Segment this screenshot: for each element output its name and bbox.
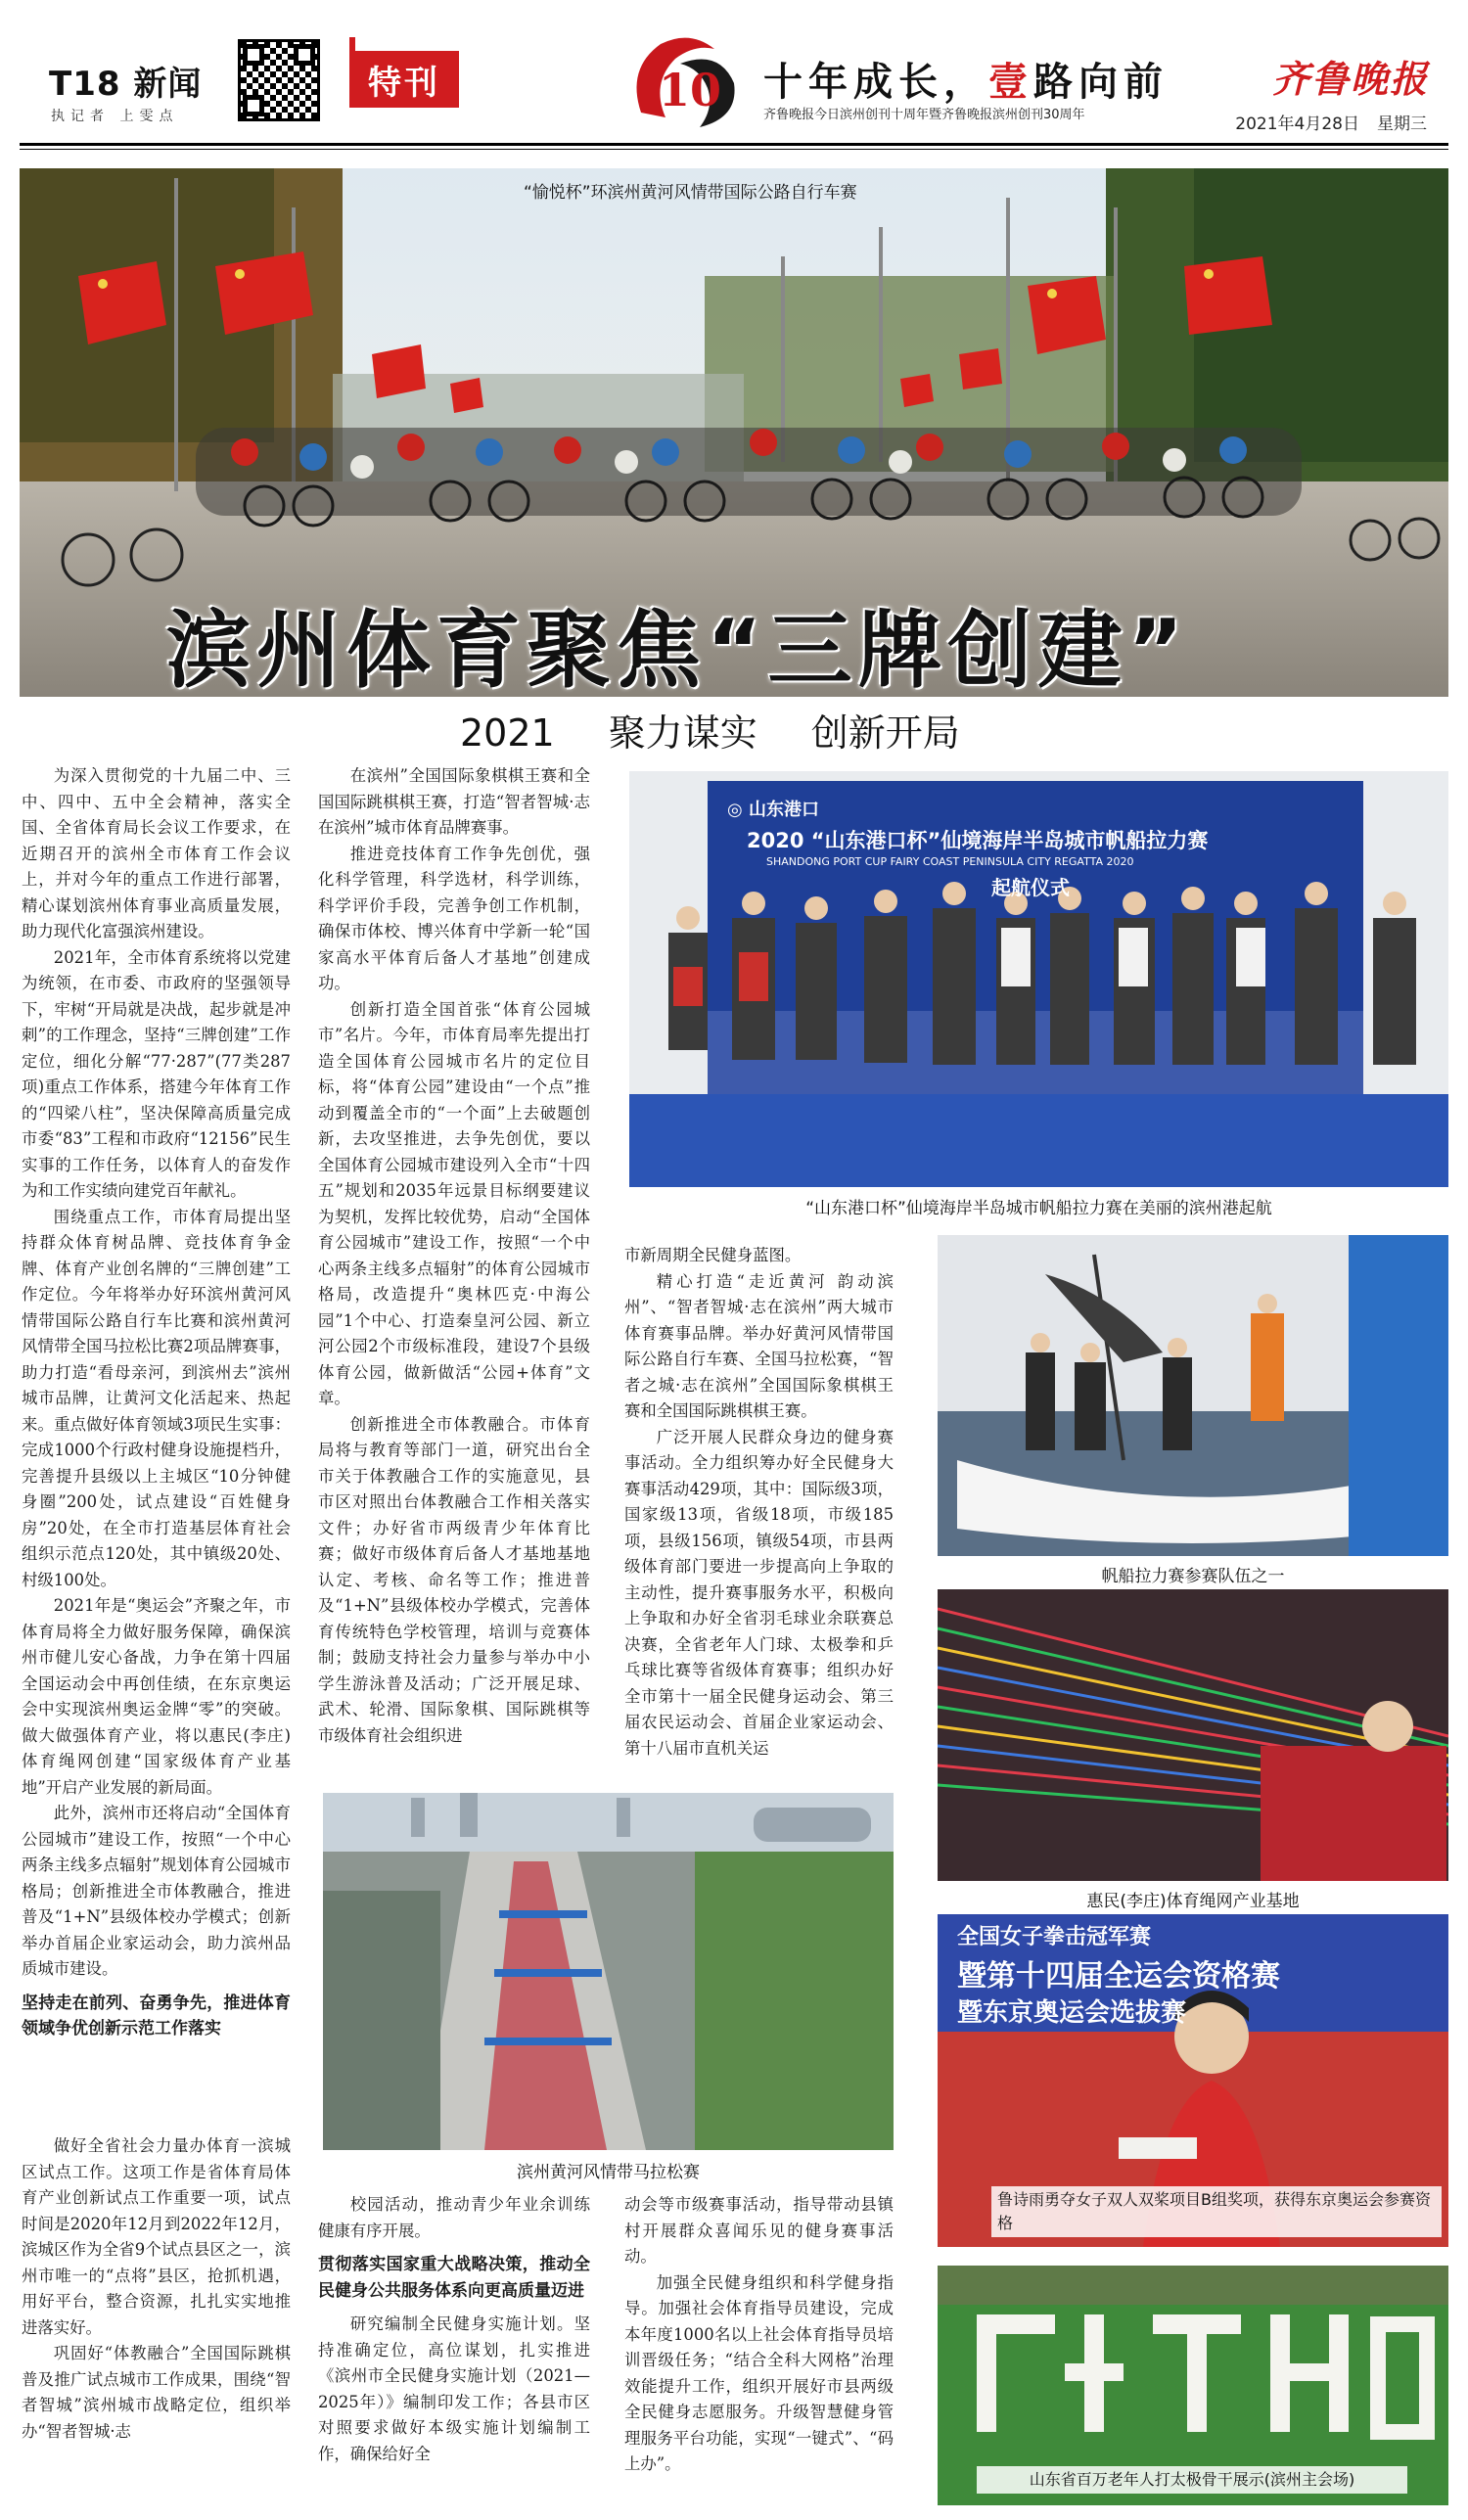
anniversary-logo-icon <box>621 29 749 137</box>
photo-caption-taichi: 山东省百万老年人打太极骨干展示(滨州主会场) <box>977 2466 1407 2494</box>
paragraph: 校园活动，推动青少年业余训练健康有序开展。 <box>318 2195 590 2240</box>
slogan-subtitle: 齐鲁晚报今日滨州创刊十周年暨齐鲁晚报滨州创刊30周年 <box>763 108 1085 122</box>
article-column-1 <box>22 763 291 2080</box>
paragraph: 研究编制全民健身实施计划。坚持准确定位，高位谋划，扎实推进《滨州市全民健身实施计划（2021—2025年）》编制印发工作；各县市区对照要求做好本级实施计划编制工作，确保给好全 <box>318 2314 590 2463</box>
photo-caption-net-industry: 惠民(李庄)体育绳网产业基地 <box>1086 1892 1300 1911</box>
photo-taichi <box>938 2266 1448 2505</box>
header-rule <box>20 143 1448 146</box>
date-text: 2021年4月28日 <box>1235 115 1359 134</box>
net-industry-illustration <box>938 1589 1448 1881</box>
svg-text:◎ 山东港口: ◎ 山东港口 <box>727 800 819 820</box>
paragraph: 推进竞技体育工作争先创优，强化科学管理，科学选材，科学训练，科学评价手段，完善争创工作机制，确保市体校、博兴体育中学新一轮“国家高水平体育后备人才基地”创建成功。 <box>318 844 590 992</box>
newspaper-brand: 齐鲁晚报 <box>1271 57 1429 101</box>
section-tag: 特刊 <box>349 51 459 108</box>
article-column-1-bottom <box>22 2133 291 2510</box>
page-title: 滨州体育聚焦“三牌创建” <box>166 602 1190 700</box>
photo-caption-marathon: 滨州黄河风情带马拉松赛 <box>517 2163 700 2182</box>
issue-date <box>1235 110 1427 134</box>
weekday-text: 星期三 <box>1377 115 1427 134</box>
regatta-banner-title: 2020 “山东港口杯”仙境海岸半岛城市帆船拉力赛 <box>747 829 1209 852</box>
paragraph: 在滨州”全国国际象棋棋王赛和全国国际跳棋棋王赛，打造“智者智城·志在滨州”城市体育品牌赛事。 <box>318 766 590 837</box>
svg-text:10: 10 <box>659 64 722 116</box>
article-column-3-bottom <box>624 2192 894 2510</box>
slogan-part-b: 路向前 <box>1033 59 1169 105</box>
anniversary-slogan <box>763 51 1169 107</box>
athlete-banner-a: 全国女子拳击冠军赛 <box>957 1925 1152 1949</box>
photo-marathon <box>323 1793 894 2150</box>
paragraph: 此外，滨州市还将启动“全国体育公园城市”建设工作，按照“一个中心两条主线多点辐射”规划体育公园城市格局；创新推进全市体教融合，推进普及“1+N”县级体校办学模式；创新举办首届企业家运动会，助力滨州品质城市建设。 <box>22 1804 291 1978</box>
paragraph: 围绕重点工作，市体育局提出坚持群众体育树品牌、竞技体育争金牌、体育产业创名牌的“三牌创建”工作定位。今年将举办好环滨州黄河风情带国际公路自行车比赛和滨州黄河风情带全国马拉松比赛2项品牌赛事，助力打造“看母亲河，到滨州去”滨州城市品牌，让黄河文化活起来、热起来。重点做好体育领域3项民生实事：完成1000个行政村健身设施提档升，完善提升县级以上主城区“10分钟健身圈”200处，试点建设“百姓健身房”20处，在全市打造基层体育社会组织示范点120处，其中镇级20处、村级100处。 <box>22 1207 291 1589</box>
photo-caption-athlete: 鲁诗雨勇夺女子双人双桨项目B组奖项，获得东京奥运会参赛资格 <box>991 2186 1442 2237</box>
paragraph: 加强全民健身组织和科学健身指导。加强社会体育指导员建设，完成本年度1000名以上社会体育指导员培训晋级任务；“结合全科大网格”治理效能提升工作，组织开展好市县两级全民健身志愿服务。升级智慧健身管理服务平台功能，实现“一键式”、“码上办”。 <box>624 2272 894 2473</box>
photo-caption-regatta: “山东港口杯”仙境海岸半岛城市帆船拉力赛在美丽的滨州港起航 <box>805 1199 1272 1218</box>
editor-line: 执记者 上雯点 <box>51 109 179 124</box>
photo-sailing-team <box>938 1235 1448 1556</box>
paragraph: 2021年，全市体育系统将以党建为统领，在市委、市政府的坚强领导下，牢树“开局就是决战，起步就是冲刺”的工作理念，坚持“三牌创建”工作定位，细化分解“77·287”(77类287项)重点工作体系，搭建今年体育工作的“四梁八柱”，坚决保障高质量完成市委“83”工程和市政府“12156”民生实事的工作任务，以体育人的奋发作为和工作实绩向建党百年献礼。 <box>22 947 291 1200</box>
article-column-2-bottom <box>318 2192 590 2510</box>
paragraph: 创新打造全国首张“体育公园城市”名片。今年，市体育局率先提出打造全国体育公园城市名片的定位目标，将“体育公园”建设由“一个点”推动到覆盖全市的“一个面”上去破题创新，去攻坚推进，去争先创优，要以全国体育公园城市建设列入全市“十四五”规划和2035年远景目标纲要建议为契机，发挥比较优势，启动“全国体育公园城市”建设工作，按照“一个中心两条主线多点辐射”的体育公园城市格局，改造提升“奥林匹克·中海公园”1个中心、打造秦皇河公园、新立河公园2个市级标准段，建设7个县级体育公园，做新做活“公园+体育”文章。 <box>318 999 590 1407</box>
qr-code-icon <box>238 39 320 121</box>
section-heading: 坚持走在前列、奋勇争先，推进体育领域争优创新示范工作落实 <box>22 1993 291 2039</box>
hero-caption: “愉悦杯”环滨州黄河风情带国际公路自行车赛 <box>524 183 857 203</box>
athlete-banner-c: 暨东京奥运会选拔赛 <box>957 1998 1187 2028</box>
subtitle-year: 2021 <box>460 711 555 755</box>
paragraph: 为深入贯彻党的十九届二中、三中、四中、五中全会精神，落实全国、全省体育局长会议工作要求，在近期召开的滨州全市体育工作会议上，并对今年的重点工作进行部署，精心谋划滨州体育事业高质量发展，助力现代化富强滨州建设。 <box>22 766 291 940</box>
header-rule-thin <box>20 149 1448 150</box>
slogan-red-char: 壹 <box>988 59 1033 105</box>
article-column-2 <box>318 763 590 1781</box>
marathon-illustration <box>323 1793 894 2150</box>
photo-caption-sailing-team: 帆船拉力赛参赛队伍之一 <box>1101 1567 1285 1586</box>
paragraph: 2021年是“奥运会”齐聚之年，市体育局将全力做好服务保障，确保滨州市健儿安心备战，力争在第十四届全国运动会中再创佳绩，在东京奥运会中实现滨州奥运金牌“零”的突破。做大做强体育产业，将以惠民(李庄)体育绳网创建“国家级体育产业基地”开启产业发展的新局面。 <box>22 1596 291 1797</box>
subtitle-a: 聚力谋实 <box>608 711 757 755</box>
paragraph: 做好全省社会力量办体育一滨城区试点工作。这项工作是省体育局体育产业创新试点工作重要一项，试点时间是2020年12月到2022年12月，滨城区作为全省9个试点县区之一，滨州市唯一的“点将”县区，抢抓机遇，用好平台，整合资源，扎扎实实地推进落实好。 <box>22 2136 291 2337</box>
slogan-part-a: 十年成长， <box>763 59 988 105</box>
subtitle-b: 创新开局 <box>810 711 960 755</box>
article-column-3 <box>624 1243 894 1786</box>
paragraph: 创新推进全市体教融合。市体育局将与教育等部门一道，研究出台全市关于体教融合工作的实施意见，县市区对照出台体教融合工作相关落实文件；办好省市两级青少年体育比赛；做好市级体育后备人才基地基地认定、考核、命名等工作；推进普及“1+N”县级体校办学模式，完善体育传统特色学校管理，培训与竞赛体制；鼓励支持社会力量参与举办中小学生游泳普及活动；广泛开展足球、武术、轮滑、国际象棋、国际跳棋等市级体育社会组织进 <box>318 1414 590 1745</box>
photo-athlete <box>938 1914 1448 2247</box>
page-number: T18 新闻 <box>49 65 203 104</box>
paragraph: 动会等市级赛事活动，指导带动县镇村开展群众喜闻乐见的健身赛事活动。 <box>624 2195 894 2266</box>
paragraph: 市新周期全民健身蓝图。 <box>624 1246 802 1264</box>
page-header <box>0 0 1468 147</box>
athlete-banner-b: 暨第十四届全运会资格赛 <box>957 1959 1280 1993</box>
photo-net-industry <box>938 1589 1448 1881</box>
page-subtitle <box>460 703 960 756</box>
regatta-banner-start: 起航仪式 <box>991 876 1070 899</box>
sailing-illustration <box>938 1235 1448 1556</box>
photo-regatta-launch <box>629 771 1448 1187</box>
paragraph: 巩固好“体教融合”全国国际跳棋普及推广试点城市工作成果，围绕“智者智城”滨州城市战略定位，组织举办“智者智城·志 <box>22 2344 291 2441</box>
section-heading: 贯彻落实国家重大战略决策，推动全民健身公共服务体系向更高质量迈进 <box>318 2255 590 2301</box>
paragraph: 广泛开展人民群众身边的健身赛事活动。全力组织筹办好全民健身大赛事活动429项，其中：国际级3项，国家级13项，省级18项，市级185项，县级156项，镇级54项，市县两级体育部门要进一步提高向上争取的主动性，提升赛事服务水平，积极向上争取和办好全省羽毛球业余联赛总决赛，全省老年人门球、太极拳和乒乓球比赛等省级体育赛事；组织办好全市第十一届全民健身运动会、第三届农民运动会、首届企业家运动会、第十八届市直机关运 <box>624 1427 894 1758</box>
regatta-banner-english: SHANDONG PORT CUP FAIRY COAST PENINSULA CITY REGATTA 2020 <box>766 855 1134 868</box>
paragraph: 精心打造“走近黄河 韵动滨州”、“智者智城·志在滨州”两大城市体育赛事品牌。举办好黄河风情带国际公路自行车赛、全国马拉松赛，“智者之城·志在滨州”全国国际象棋棋王赛和全国国际跳棋棋王赛。 <box>624 1271 894 1420</box>
